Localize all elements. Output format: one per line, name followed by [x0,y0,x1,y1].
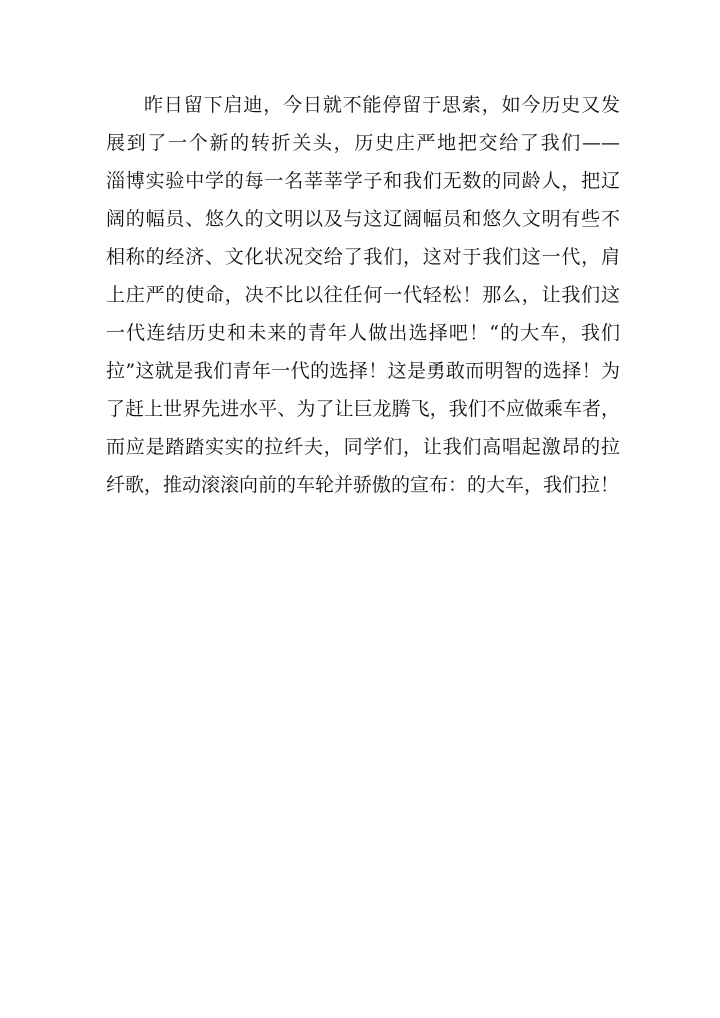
paragraph-line: 而应是踏踏实实的拉纤夫，同学们，让我们高唱起激昂的拉 [106,436,620,458]
paragraph-line: 拉”这就是我们青年一代的选择！这是勇敢而明智的选择！为 [106,360,620,382]
paragraph-line: 昨日留下启迪，今日就不能停留于思索，如今历史又发 [144,94,620,116]
paragraph-line: 上庄严的使命，决不比以往任何一代轻松！那么，让我们这 [106,284,620,306]
paragraph-line: 一代连结历史和未来的青年人做出选择吧！“的大车，我们 [106,322,620,344]
paragraph-line: 纤歌，推动滚滚向前的车轮并骄傲的宣布：的大车，我们拉！ [106,474,620,496]
paragraph-line: 相称的经济、文化状况交给了我们，这对于我们这一代，肩 [106,246,620,268]
paragraph-line: 淄博实验中学的每一名莘莘学子和我们无数的同龄人，把辽 [106,170,620,192]
paragraph-line: 了赶上世界先进水平、为了让巨龙腾飞，我们不应做乘车者， [106,398,620,420]
body-paragraph [106,86,620,504]
paragraph-line: 阔的幅员、悠久的文明以及与这辽阔幅员和悠久文明有些不 [106,208,620,230]
paragraph-line: 展到了一个新的转折关头，历史庄严地把交给了我们—— [106,132,620,154]
